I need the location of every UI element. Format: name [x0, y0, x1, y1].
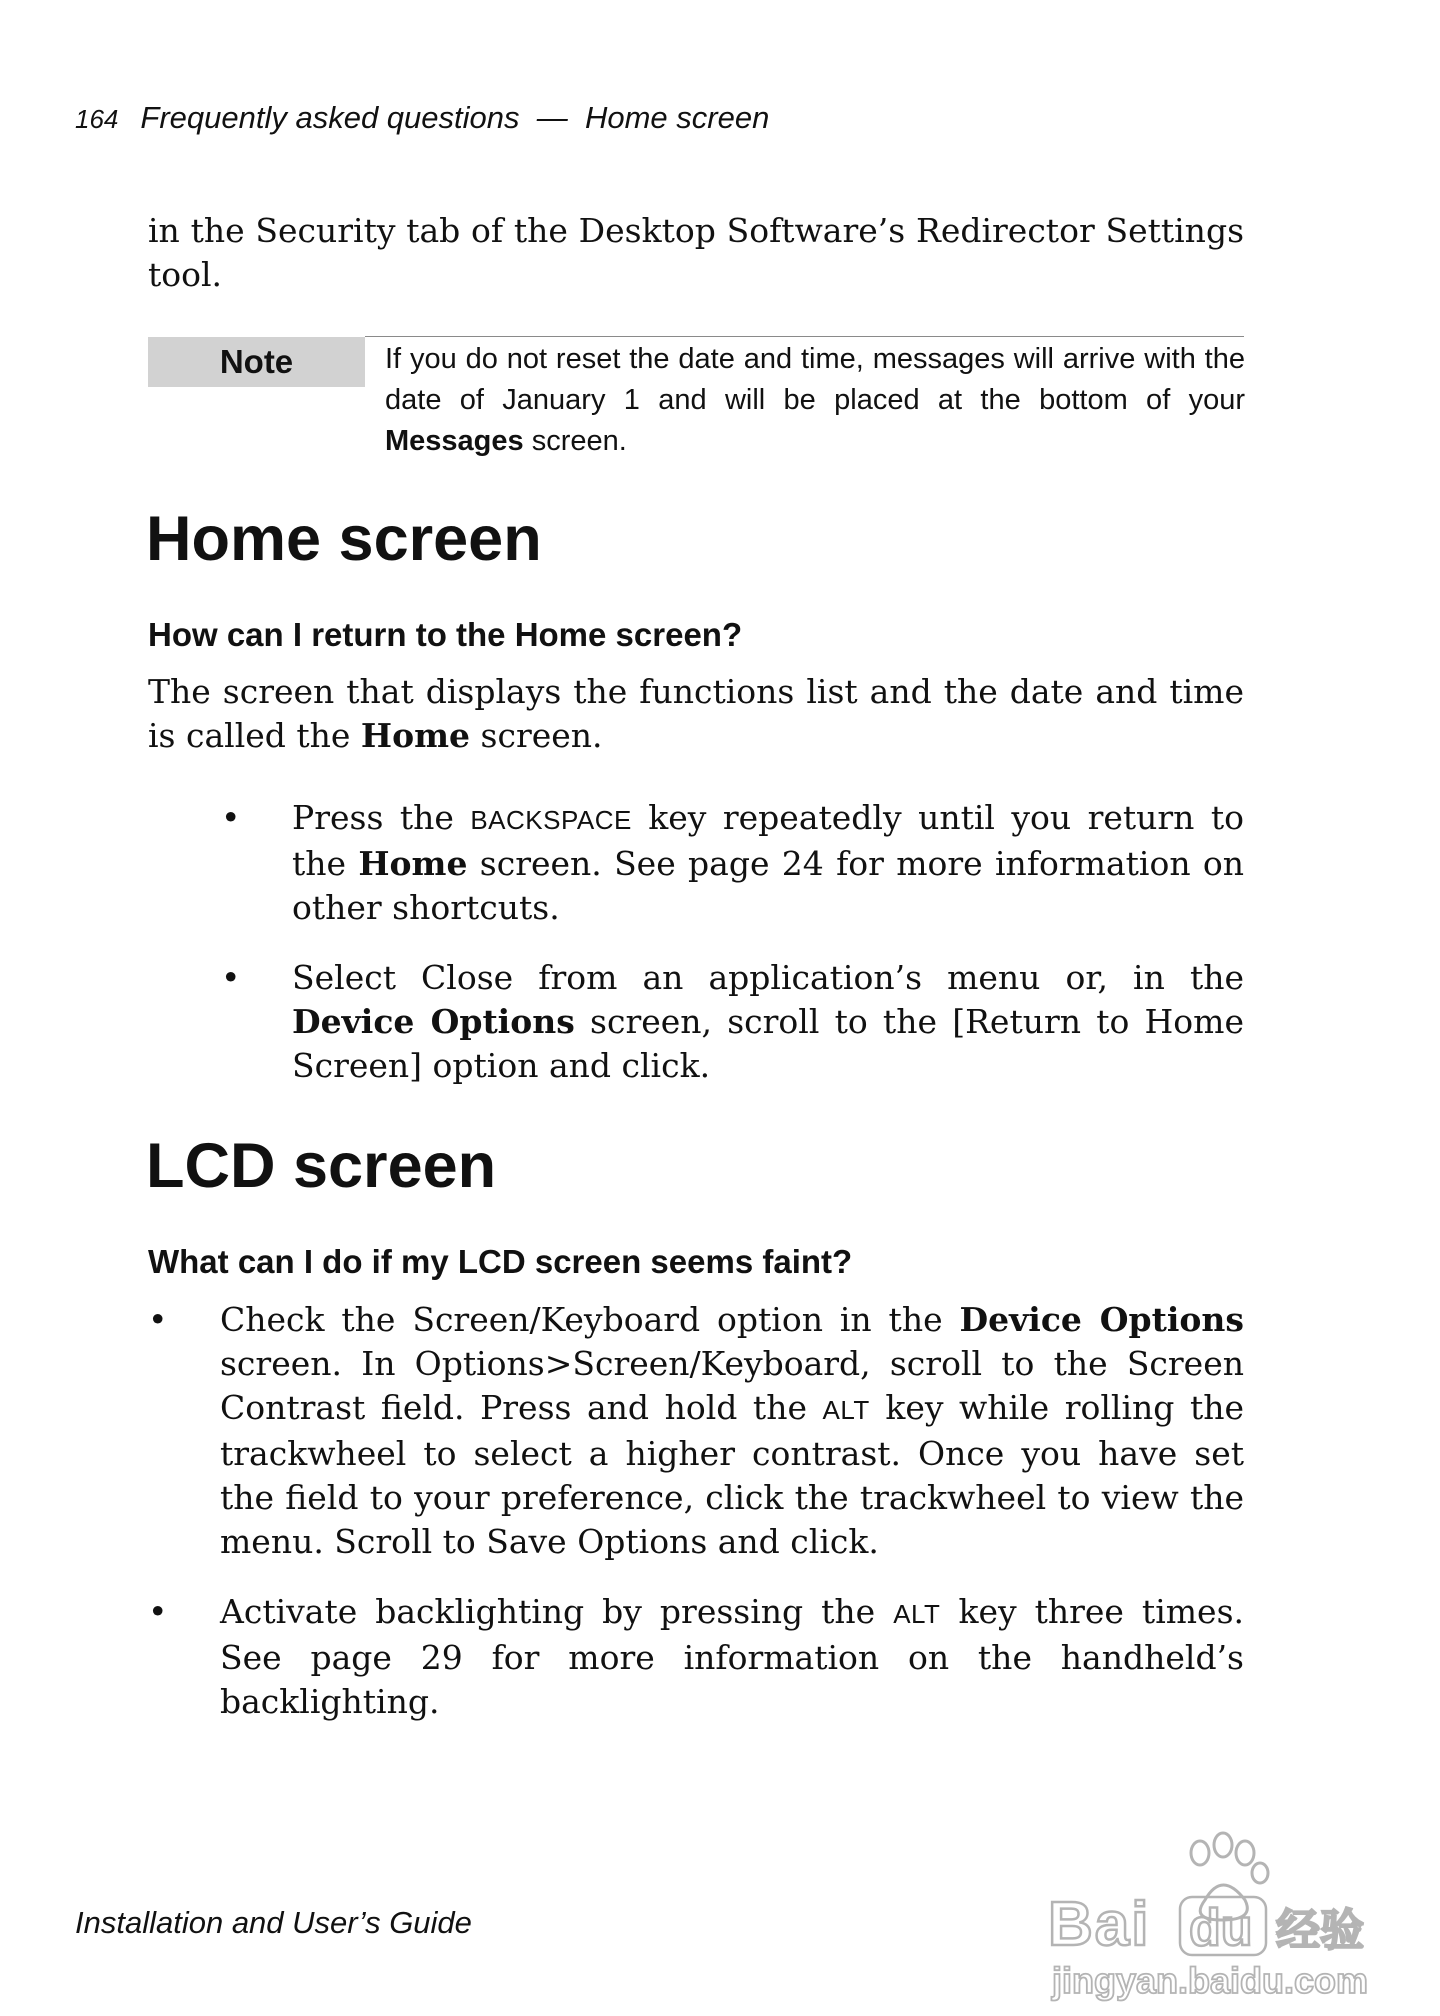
- footer-guide-title: Installation and User’s Guide: [75, 1905, 472, 1940]
- svg-text:jingyan.baidu.com: jingyan.baidu.com: [1052, 1960, 1369, 2001]
- list-item: [148, 1298, 1245, 1564]
- bullet-symbol: •: [221, 798, 241, 837]
- intro-paragraph: in the Security tab of the Desktop Software’s Redirector Settings tool.: [148, 211, 1244, 294]
- bullet-text: Activate backlighting by pressing the: [220, 1592, 894, 1631]
- key-name: ALT: [822, 1395, 870, 1425]
- bullet-symbol: •: [148, 1592, 168, 1631]
- list-item: [221, 956, 1244, 1088]
- note-text: [385, 339, 1245, 462]
- note-text-end: screen.: [523, 425, 627, 457]
- bullet-bold-term: Device Options: [292, 1002, 575, 1041]
- list-item: [221, 796, 1245, 930]
- note-label: Note: [148, 337, 365, 387]
- bullet-text: screen, scroll to the [Return to Home Screen] option and click.: [292, 1002, 1244, 1085]
- note-text-start: If you do not reset the date and time, messages will arrive with the date of January 1 and will be placed at the bottom of your: [385, 343, 1245, 416]
- running-header: [75, 100, 769, 136]
- home-bullet-list: [221, 796, 1245, 1114]
- running-title: Frequently asked questions — Home screen: [140, 100, 770, 135]
- home-paragraph-start: The screen that displays the functions list and the date and time is called the: [148, 672, 1244, 755]
- home-paragraph-bold: Home: [360, 716, 471, 755]
- heading-lcd-screen: LCD screen: [146, 1131, 497, 1201]
- bullet-bold-term: Home: [358, 844, 468, 883]
- key-name: ALT: [893, 1599, 941, 1629]
- bullet-text: screen. In Options>Screen/Keyboard, scroll to the Screen Contrast field. Press and hold the: [220, 1344, 1244, 1427]
- question-home-screen: How can I return to the Home screen?: [148, 616, 743, 653]
- bullet-symbol: •: [221, 958, 241, 997]
- home-paragraph-end: screen.: [470, 716, 603, 755]
- bullet-text: screen. See page 24 for more information on other shortcuts.: [292, 844, 1244, 927]
- lcd-bullet-list: [148, 1298, 1245, 1750]
- bullet-text: key while rolling the trackwheel to select a higher contrast. Once you have set the field to your preference, click the trackwheel to view the menu. Scroll to Save Options and click.: [220, 1388, 1245, 1561]
- note-divider: [365, 336, 1244, 337]
- bullet-text: Select Close from an application’s menu or, in the: [292, 958, 1244, 997]
- bullet-text: Press the: [292, 798, 471, 837]
- page-number: 164: [75, 104, 119, 134]
- note-bold-term: Messages: [385, 425, 524, 457]
- svg-text:du: du: [1189, 1899, 1253, 1957]
- key-name: BACKSPACE: [470, 805, 632, 835]
- bullet-symbol: •: [148, 1300, 168, 1339]
- bullet-text: key repeatedly until you return to the: [292, 798, 1245, 883]
- bullet-text: Check the Screen/Keyboard option in the: [220, 1300, 960, 1339]
- heading-home-screen: Home screen: [146, 504, 542, 574]
- bullet-bold-term: Device Options: [959, 1300, 1244, 1339]
- home-paragraph: [148, 670, 1244, 758]
- bullet-text: key three times. See page 29 for more information on the handheld’s backlighting.: [220, 1592, 1244, 1721]
- list-item: [148, 1590, 1244, 1724]
- question-lcd-screen: What can I do if my LCD screen seems faint?: [148, 1243, 853, 1280]
- baidu-watermark-logo: [1040, 1825, 1380, 2005]
- svg-text:Bai: Bai: [1048, 1890, 1151, 1959]
- svg-text:经验: 经验: [1276, 1905, 1364, 1956]
